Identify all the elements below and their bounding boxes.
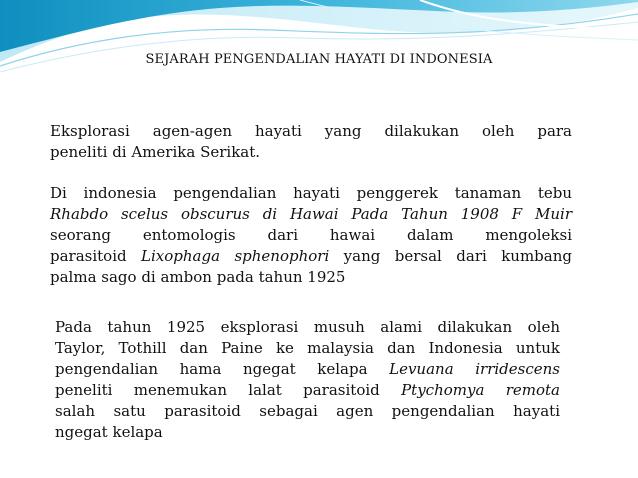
paragraph-3-line-4 <box>55 380 560 401</box>
paragraph-3-line-3-start: pengendalian hama ngegat kelapa <box>55 360 390 378</box>
paragraph-3-line-3 <box>55 359 560 380</box>
paragraph-2-line-2 <box>50 204 572 225</box>
species-name-levuana: Levuana irridescens <box>389 360 560 378</box>
slide-title: SEJARAH PENGENDALIAN HAYATI DI INDONESIA <box>145 52 493 67</box>
paragraph-2-line-4 <box>50 246 572 267</box>
paragraph-2-line-4-start: parasitoid <box>50 247 142 265</box>
paragraph-1 <box>50 121 572 163</box>
header-wave-decoration <box>0 0 638 80</box>
paragraph-3 <box>55 317 560 443</box>
paragraph-3-line-6: ngegat kelapa <box>55 423 163 441</box>
paragraph-2-line-3: seorang entomologis dari hawai dalam mengoleksi <box>50 226 572 244</box>
species-name-lixophaga: Lixophaga sphenophori <box>141 247 330 265</box>
paragraph-2-line-1: Di indonesia pengendalian hayati penggerek tanaman tebu <box>50 184 572 202</box>
paragraph-1-line-2: peneliti di Amerika Serikat. <box>50 143 261 161</box>
species-name-rhabdoscelus: Rhabdo scelus obscurus di Hawai Pada Tahun 1908 F Muir <box>50 205 572 223</box>
paragraph-3-line-1: Pada tahun 1925 eksplorasi musuh alami dilakukan oleh <box>55 318 560 336</box>
paragraph-3-line-5: salah satu parasitoid sebagai agen pengendalian hayati <box>55 402 560 420</box>
paragraph-2-line-4-end: yang bersal dari kumbang <box>329 247 572 265</box>
species-name-ptychomya: Ptychomya remota <box>401 381 561 399</box>
paragraph-2-line-5: palma sago di ambon pada tahun 1925 <box>50 268 346 286</box>
paragraph-2 <box>50 183 572 288</box>
paragraph-1-line-1: Eksplorasi agen-agen hayati yang dilakukan oleh para <box>50 122 572 140</box>
paragraph-3-line-2: Taylor, Tothill dan Paine ke malaysia dan Indonesia untuk <box>55 339 560 357</box>
paragraph-3-line-4-start: peneliti menemukan lalat parasitoid <box>55 381 402 399</box>
